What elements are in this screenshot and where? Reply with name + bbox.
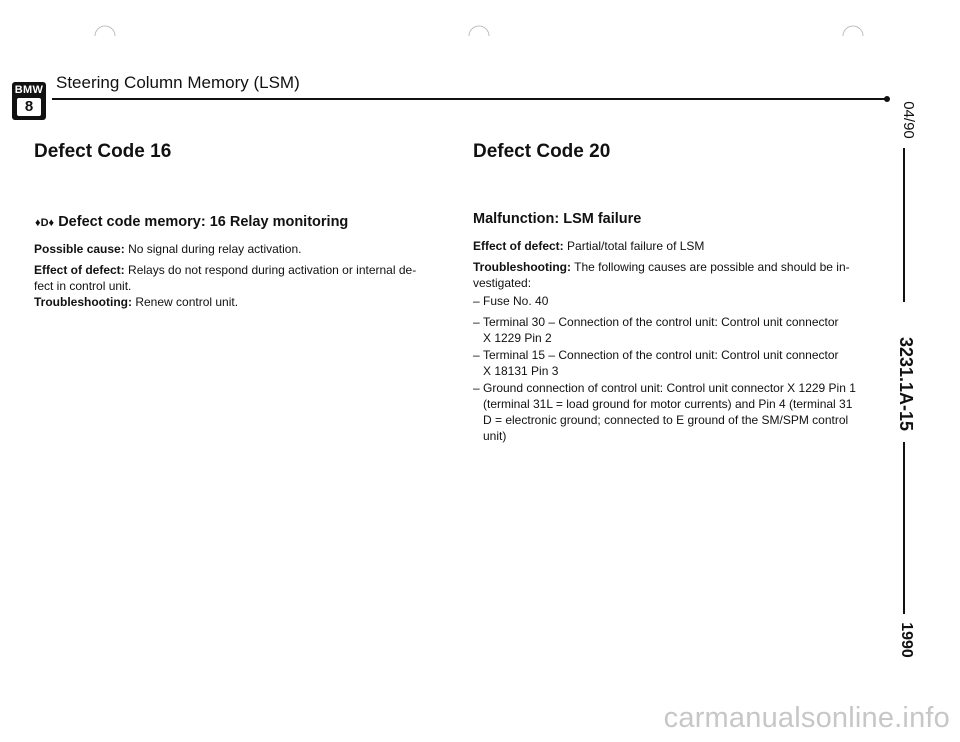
troubleshooting-text-right-line1: The following causes are possible and should be in- [574,260,850,274]
effect-text-left-line1: Relays do not respond during activation or internal de- [128,263,417,277]
list-item-line: X 1229 Pin 2 [483,331,552,345]
margin-page-code: 3231.1A-15 [896,336,916,432]
list-item-line: Ground connection of control unit: Control unit connector X 1229 Pin 1 [483,381,856,395]
margin-rule [903,148,905,302]
header-rule-end-dot [884,96,890,102]
margin-year: 1990 [898,622,915,658]
list-item-line: Terminal 15 – Connection of the control unit: Control unit connector [483,348,839,362]
punch-hole-mark [466,14,492,40]
margin-rule [903,442,905,614]
effect-label-right: Effect of defect: [473,239,564,253]
list-dash: – [473,294,480,308]
effect-label-left: Effect of defect: [34,263,125,277]
list-dash: – [473,348,480,362]
list-dash: – [473,381,480,395]
troubleshooting-text-right-line2: vestigated: [473,276,532,290]
effect-paragraph-left [34,262,434,310]
effect-paragraph-right [473,238,853,254]
list-item-line: Fuse No. 40 [483,294,549,308]
right-column-title: Defect Code 20 [473,141,611,162]
list-item-line: D = electronic ground; connected to E ground of the SM/SPM control [483,413,849,427]
possible-cause-text: No signal during relay activation. [128,242,302,256]
troubleshooting-paragraph-right [473,259,865,291]
left-column-title: Defect Code 16 [34,141,172,162]
diamond-d-icon: ♦D♦ [35,217,55,229]
watermark: carmanualsonline.info [663,702,950,734]
margin-date: 04/90 [900,101,917,139]
bmw-logo [12,82,46,120]
page-header-title: Steering Column Memory (LSM) [56,73,300,92]
list-item [473,347,865,379]
troubleshooting-label-left: Troubleshooting: [34,295,132,309]
possible-cause-label: Possible cause: [34,242,125,256]
defect-memory-heading [35,214,348,230]
header-rule [52,98,888,100]
troubleshooting-text-left: Renew control unit. [135,295,239,309]
logo-text: BMW [14,84,44,96]
defect-memory-heading-text: Defect code memory: 16 Relay monitoring [58,214,349,230]
troubleshooting-label-right: Troubleshooting: [473,260,571,274]
punch-hole-mark [840,14,866,40]
list-item-line: unit) [483,429,507,443]
logo-number: 8 [17,98,41,116]
list-item-line: Terminal 30 – Connection of the control unit: Control unit connector [483,315,839,329]
list-item-line: (terminal 31L = load ground for motor currents) and Pin 4 (terminal 31 [483,397,853,411]
possible-cause-paragraph [34,241,414,257]
list-item [473,314,865,346]
malfunction-heading: Malfunction: LSM failure [473,211,642,227]
list-item [473,380,865,444]
list-item [473,293,865,309]
effect-text-left-line2: fect in control unit. [34,279,132,293]
effect-text-right: Partial/total failure of LSM [567,239,705,253]
list-item-line: X 18131 Pin 3 [483,364,559,378]
list-dash: – [473,315,480,329]
punch-hole-mark [92,14,118,40]
